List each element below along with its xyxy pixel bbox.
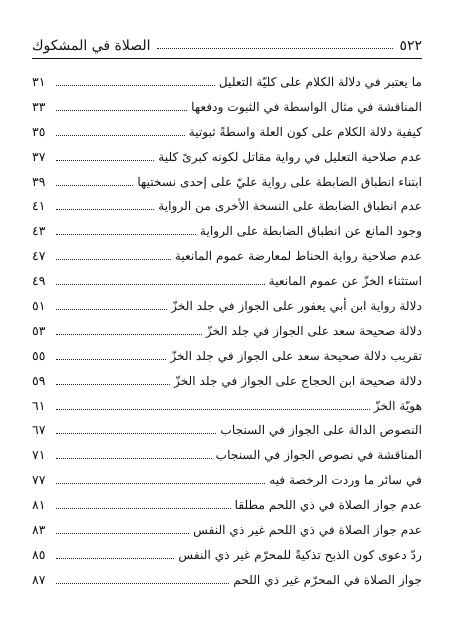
toc-entry-page: ٤٩ bbox=[32, 273, 46, 289]
toc-entry-title: المناقشة في نصوص الجواز في السنجاب bbox=[215, 448, 422, 463]
toc-entry-page: ٦١ bbox=[32, 397, 46, 413]
toc-entry[interactable] bbox=[32, 269, 422, 294]
toc-entry-title: ما يعتبر في دلالة الكلام على كليّة التعليل bbox=[218, 75, 422, 89]
toc-entry-title: وجود المانع عن انطباق الضابطة على الرواية bbox=[199, 224, 422, 239]
dot-leader bbox=[56, 418, 216, 434]
toc-entry-page: ٨٣ bbox=[32, 522, 46, 538]
toc-entry-page: ٨٥ bbox=[32, 546, 46, 562]
toc-entry-page: ٨٧ bbox=[32, 571, 46, 587]
toc-entry[interactable] bbox=[32, 443, 422, 468]
toc-entry-title: عدم جواز الصلاة في ذي اللحم مطلقا bbox=[234, 498, 422, 513]
toc-entry-page: ٧٧ bbox=[32, 472, 46, 488]
dot-leader bbox=[56, 394, 370, 410]
dot-leader bbox=[56, 194, 154, 210]
toc-entry-page: ٣٩ bbox=[32, 173, 46, 189]
toc-entry-title: تقريب دلالة صحيحة سعد على الجواز في جلد الخزّ bbox=[170, 348, 422, 363]
dot-leader bbox=[56, 145, 154, 161]
toc-entry-title: هويّة الخزّ bbox=[373, 398, 422, 413]
dot-leader bbox=[56, 344, 166, 360]
toc-entry-title: في سائر ما وردت الرخصة فيه bbox=[269, 473, 422, 488]
dot-leader bbox=[56, 319, 202, 335]
toc-entry-page: ٧١ bbox=[32, 447, 46, 463]
toc-entry-title: النصوص الدالة على الجواز في السنجاب bbox=[220, 423, 422, 438]
dot-leader bbox=[56, 468, 265, 484]
toc-entry-page: ٤٧ bbox=[32, 248, 46, 264]
toc-entry[interactable] bbox=[32, 369, 422, 394]
toc-entry[interactable] bbox=[32, 468, 422, 493]
toc-entry-page: ٥٣ bbox=[32, 322, 46, 338]
dot-leader bbox=[56, 568, 229, 584]
toc-entry-title: عدم صلاحية التعليل في رواية مقاتل لكونه كبرىً كلية bbox=[158, 149, 422, 164]
running-title: الصلاة في المشكوك bbox=[32, 38, 151, 54]
toc-entry[interactable] bbox=[32, 568, 422, 593]
toc-entry-page: ٣١ bbox=[32, 74, 46, 89]
toc-entry[interactable] bbox=[32, 120, 422, 145]
dot-leader bbox=[56, 269, 265, 285]
toc-entry[interactable] bbox=[32, 394, 422, 419]
dot-leader bbox=[56, 95, 187, 111]
toc-entry[interactable] bbox=[32, 194, 422, 219]
dot-leader bbox=[56, 543, 174, 559]
toc-entry[interactable] bbox=[32, 70, 422, 95]
toc-entry-page: ٦٧ bbox=[32, 422, 46, 438]
dot-leader bbox=[56, 170, 133, 186]
toc-entry-page: ٤٣ bbox=[32, 223, 46, 239]
dot-leader bbox=[56, 70, 215, 86]
toc-entry-title: دلالة صحيحة ابن الحجاج على الجواز في جلد الخزّ bbox=[173, 373, 422, 388]
dot-leader bbox=[56, 120, 185, 136]
toc-entry-title: كيفية دلالة الكلام على كون العلة واسطةً ثبوتية bbox=[188, 124, 422, 139]
toc-entry[interactable] bbox=[32, 543, 422, 568]
toc-entry-title: دلالة رواية ابن أبي يعفور على الجواز في جلد الخزّ bbox=[171, 299, 422, 314]
toc-entry-page: ٨١ bbox=[32, 497, 46, 513]
toc-entry[interactable] bbox=[32, 418, 422, 443]
dot-leader bbox=[56, 369, 170, 385]
dot-leader bbox=[56, 294, 167, 310]
dot-leader bbox=[56, 244, 171, 260]
toc-entry[interactable] bbox=[32, 319, 422, 344]
toc-entry-page: ٣٥ bbox=[32, 123, 46, 139]
toc-entry-title: استثناء الخزّ عن عموم المانعية bbox=[268, 274, 422, 289]
table-of-contents bbox=[32, 70, 422, 593]
toc-entry-title: عدم انطباق الضابطة على النسخة الأخرى من الرواية bbox=[158, 199, 422, 214]
toc-entry[interactable] bbox=[32, 518, 422, 543]
dot-leader bbox=[56, 518, 189, 534]
page-number: ٥٢٢ bbox=[399, 38, 422, 54]
toc-entry-page: ٣٧ bbox=[32, 148, 46, 164]
toc-entry-page: ٤١ bbox=[32, 198, 46, 214]
dot-leader bbox=[56, 493, 231, 509]
toc-entry[interactable] bbox=[32, 219, 422, 244]
toc-entry-page: ٥٩ bbox=[32, 372, 46, 388]
toc-entry-page: ٥٥ bbox=[32, 347, 46, 363]
toc-entry-title: ابتناء انطباق الضابطة على رواية عليّ على إحدى نسختيها bbox=[137, 174, 422, 189]
dot-leader bbox=[56, 219, 196, 235]
toc-entry[interactable] bbox=[32, 294, 422, 319]
toc-entry[interactable] bbox=[32, 145, 422, 170]
dot-leader bbox=[56, 443, 212, 459]
toc-entry-title: ردّ دعوى كون الذبح تذكيةً للمحرّم غير ذي النفس bbox=[178, 547, 422, 562]
toc-entry-page: ٣٣ bbox=[32, 98, 46, 114]
toc-entry-title: المناقشة في مثال الواسطة في الثبوت ودفعها bbox=[191, 99, 422, 114]
toc-entry-title: عدم جواز الصلاة في ذي اللحم غير ذي النفس bbox=[193, 523, 422, 538]
toc-entry[interactable] bbox=[32, 493, 422, 518]
toc-entry-title: جواز الصلاة في المحرّم غير ذي اللحم bbox=[233, 572, 422, 587]
toc-entry[interactable] bbox=[32, 170, 422, 195]
toc-entry-page: ٥١ bbox=[32, 298, 46, 314]
toc-entry[interactable] bbox=[32, 344, 422, 369]
header-dot-leader bbox=[157, 36, 394, 49]
toc-entry[interactable] bbox=[32, 95, 422, 120]
running-header bbox=[32, 36, 422, 59]
toc-entry-title: دلالة صحيحة سعد على الجواز في جلد الخزّ bbox=[205, 323, 422, 338]
toc-entry[interactable] bbox=[32, 244, 422, 269]
toc-entry-title: عدم صلاحية رواية الحناط لمعارضة عموم المانعية bbox=[174, 249, 422, 264]
